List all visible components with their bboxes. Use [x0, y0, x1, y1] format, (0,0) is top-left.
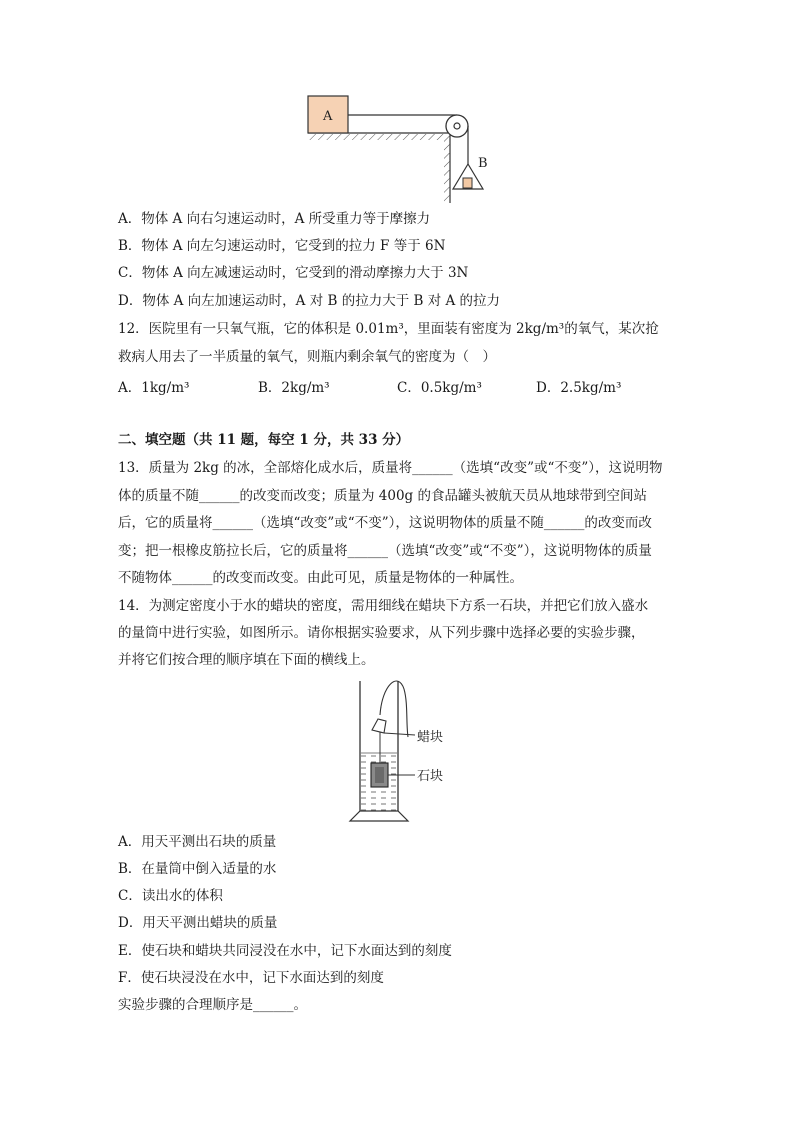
q14-answer-line: 实验步骤的合理顺序是______。 [118, 997, 307, 1013]
wax-label: 蜡块 [417, 730, 444, 745]
q14-step-d: D．用天平测出蜡块的质量 [118, 915, 278, 931]
wax-block [372, 719, 386, 733]
q12-stem-line2: 救病人用去了一半质量的氧气，则瓶内剩余氧气的密度为（ ） [118, 349, 496, 365]
q13-line: 不随物体______的改变而改变。由此可见，质量是物体的一种属性。 [118, 570, 523, 586]
q14-step-e: E．使石块和蜡块共同浸没在水中，记下水面达到的刻度 [118, 943, 452, 959]
q14-line: 14．为测定密度小于水的蜡块的密度，需用细线在蜡块下方系一石块，并把它们放入盛水 [118, 598, 649, 614]
q13-line: 13．质量为 2kg 的冰，全部熔化成水后，质量将______（选填“改变”或“不变”），这说明物 [118, 460, 663, 476]
stone-label: 石块 [417, 769, 444, 784]
q14-step-f: F．使石块浸没在水中，记下水面达到的刻度 [118, 970, 384, 986]
q12-option-c: C．0.5kg/m³ [397, 380, 482, 396]
pulley-figure [300, 90, 500, 205]
q11-option-a: A．物体 A 向右匀速运动时，A 所受重力等于摩擦力 [118, 211, 431, 227]
q14-line: 的量筒中进行实验，如图所示。请你根据实验要求，从下列步骤中选择必要的实验步骤， [118, 625, 645, 641]
q13-line: 后，它的质量将______（选填“改变”或“不变”），这说明物体的质量不随______的改变而改 [118, 515, 652, 531]
q12-option-d: D．2.5kg/m³ [536, 380, 622, 396]
q14-step-b: B．在量筒中倒入适量的水 [118, 861, 277, 877]
q14-line: 并将它们按合理的顺序填在下面的横线上。 [118, 652, 375, 668]
section-heading: 二、填空题（共 11 题，每空 1 分，共 33 分） [118, 432, 410, 448]
q12-stem-line1: 12．医院里有一只氧气瓶，它的体积是 0.01m³，里面装有密度为 2kg/m³的氧气，某次抢 [118, 321, 659, 337]
q11-option-c: C．物体 A 向左减速运动时，它受到的滑动摩擦力大于 3N [118, 265, 469, 281]
q11-option-b: B．物体 A 向左匀速运动时，它受到的拉力 F 等于 6N [118, 238, 446, 254]
q12-option-a: A．1kg/m³ [118, 380, 190, 396]
q13-line: 变；把一根橡皮筋拉长后，它的质量将______（选填“改变”或“不变”），这说明物体的质量 [118, 543, 652, 559]
q14-step-a: A．用天平测出石块的质量 [118, 834, 277, 850]
q14-step-c: C．读出水的体积 [118, 888, 223, 904]
pan-b-label: B [478, 156, 488, 171]
q12-option-b: B．2kg/m³ [258, 380, 330, 396]
block-a-label: A [323, 109, 333, 124]
cylinder-figure [340, 675, 470, 825]
q13-line: 体的质量不随______的改变而改变；质量为 400g 的食品罐头被航天员从地球带到空间站 [118, 488, 647, 504]
q11-option-d: D．物体 A 向左加速运动时，A 对 B 的拉力大于 B 对 A 的拉力 [118, 293, 501, 309]
